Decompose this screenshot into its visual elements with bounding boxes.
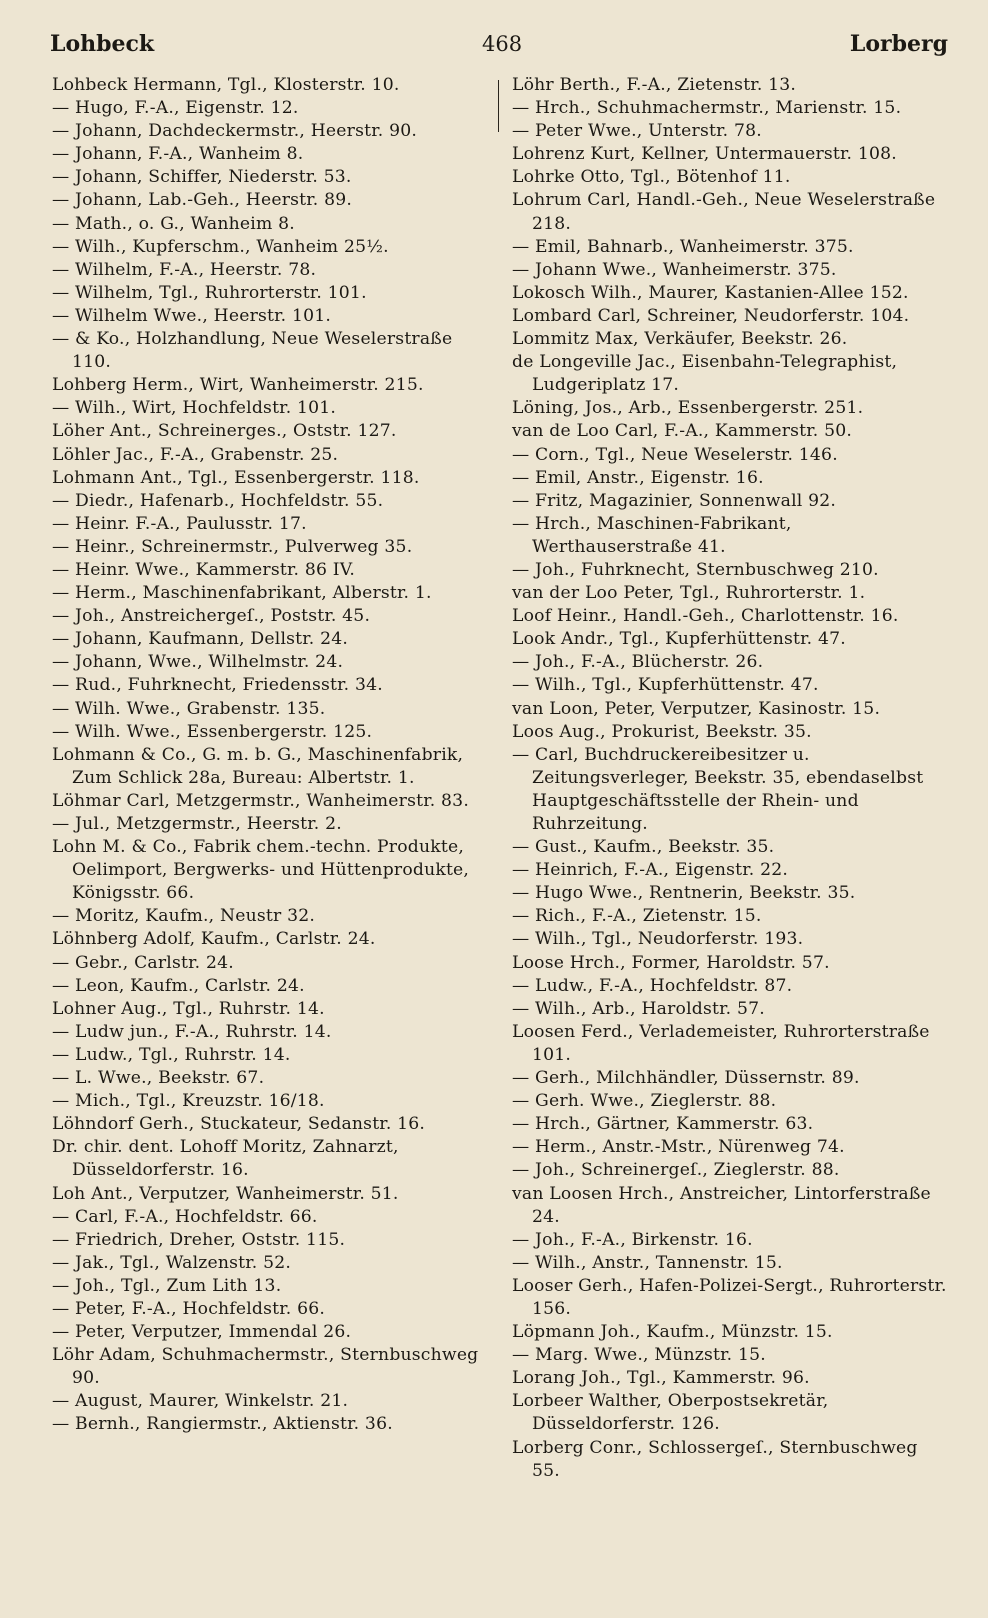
directory-entry: — Gust., Kaufm., Beekstr. 35. [512,837,775,858]
directory-entry: — Wilh., Tgl., Neudorferstr. 193. [512,929,804,950]
directory-entry: — Johann, Dachdeckermstr., Heerstr. 90. [52,121,418,142]
directory-entry: — Heinr., Schreinermstr., Pulverweg 35. [52,536,413,557]
directory-entry: Löhr Berth., F.-A., Zietenstr. 13. [512,75,797,95]
directory-entry: Löhler Jac., F.-A., Grabenstr. 25. [52,444,339,465]
directory-entry: — Wilh., Arb., Haroldstr. 57. [512,998,765,1019]
directory-entry: Lohrum Carl, Handl.-Geh., Neue Weselerstraße 218. [512,190,936,234]
directory-entry: — August, Maurer, Winkelstr. 21. [52,1391,349,1412]
directory-entry: — Wilh., Tgl., Kupferhüttenstr. 47. [512,675,819,696]
directory-entry: Lohn M. & Co., Fabrik chem.-techn. Produkte, Oelimport, Bergwerks- und Hüttenprodukte, Königsstr. 66. [52,837,470,904]
directory-entry: Look Andr., Tgl., Kupferhüttenstr. 47. [512,629,846,650]
directory-entry: Lohbeck Hermann, Tgl., Klosterstr. 10. [52,75,400,95]
directory-entry: Lohner Aug., Tgl., Ruhrstr. 14. [52,998,325,1019]
directory-entry: Loh Ant., Verputzer, Wanheimerstr. 51. [52,1183,399,1204]
directory-entry: — Mich., Tgl., Kreuzstr. 16/18. [52,1091,325,1112]
directory-entry: Loose Hrch., Former, Haroldstr. 57. [512,952,830,973]
page-header [50,26,948,62]
right-column [512,74,948,1483]
directory-entry: — Wilh., Wirt, Hochfeldstr. 101. [52,398,337,419]
directory-entry: Loosen Ferd., Verlademeister, Ruhrorterstraße 101. [512,1021,930,1065]
directory-entry: van der Loo Peter, Tgl., Ruhrorterstr. 1. [512,583,866,604]
directory-entry: — Joh., F.-A., Blücherstr. 26. [512,652,764,673]
directory-entry: — Corn., Tgl., Neue Weselerstr. 146. [512,444,838,465]
directory-entry: — Joh., Tgl., Zum Lith 13. [52,1275,282,1296]
directory-entry: — Herm., Maschinenfabrikant, Alberstr. 1. [52,583,432,604]
directory-entry: — Rud., Fuhrknecht, Friedensstr. 34. [52,675,383,696]
directory-entry: Loos Aug., Prokurist, Beekstr. 35. [512,721,812,742]
directory-entry: — Johann Wwe., Wanheimerstr. 375. [512,259,837,280]
directory-entry: — Heinrich, F.-A., Eigenstr. 22. [512,860,789,881]
directory-entry: — Hugo, F.-A., Eigenstr. 12. [52,98,299,119]
directory-entry: Lorang Joh., Tgl., Kammerstr. 96. [512,1368,810,1389]
directory-entry: — Leon, Kaufm., Carlstr. 24. [52,975,305,996]
directory-entry: — Marg. Wwe., Münzstr. 15. [512,1345,766,1366]
directory-entry: — Johann, Kaufmann, Dellstr. 24. [52,629,349,650]
directory-entry: — Heinr. F.-A., Paulusstr. 17. [52,513,307,534]
directory-entry: — Hugo Wwe., Rentnerin, Beekstr. 35. [512,883,856,904]
directory-entry: — Jul., Metzgermstr., Heerstr. 2. [52,814,342,834]
directory-entry: — Johann, Lab.-Geh., Heerstr. 89. [52,190,353,211]
directory-entry: — Joh., Fuhrknecht, Sternbuschweg 210. [512,559,879,580]
directory-entry: — Jak., Tgl., Walzenstr. 52. [52,1252,292,1273]
directory-entry: — Hrch., Gärtner, Kammerstr. 63. [512,1114,814,1135]
directory-entry: — Hrch., Maschinen-Fabrikant, Werthauserstraße 41. [512,513,792,557]
directory-entry: — Carl, F.-A., Hochfeldstr. 66. [52,1206,318,1227]
directory-entry: Lorberg Conr., Schlossergeſ., Sternbuschweg 55. [512,1437,918,1481]
directory-entry: — Johann, F.-A., Wanheim 8. [52,144,304,165]
directory-entry: — Wilhelm Wwe., Heerstr. 101. [52,305,332,326]
directory-entry: — Ludw., F.-A., Hochfeldstr. 87. [512,975,793,996]
running-head-right: Lorberg [849,31,948,57]
directory-entry: Lombard Carl, Schreiner, Neudorferstr. 104. [512,305,910,326]
directory-entry: — Herm., Anstr.-Mstr., Nürenweg 74. [512,1137,845,1158]
directory-entry: Lorbeer Walther, Oberpostsekretär, Düsseldorferstr. 126. [512,1391,829,1435]
directory-entry: — Peter, F.-A., Hochfeldstr. 66. [52,1298,326,1319]
directory-entry: Dr. chir. dent. Lohoff Moritz, Zahnarzt, Düsseldorferstr. 16. [52,1137,399,1181]
directory-entry: Lohmann & Co., G. m. b. G., Maschinenfabrik, Zum Schlick 28a, Bureau: Albertstr. 1. [52,744,464,788]
directory-entry: — Gebr., Carlstr. 24. [52,952,234,973]
directory-entry: — L. Wwe., Beekstr. 67. [52,1068,265,1089]
directory-entry: de Longeville Jac., Eisenbahn-Telegraphist, Ludgeriplatz 17. [512,352,898,396]
directory-entry: — Fritz, Magazinier, Sonnenwall 92. [512,490,837,511]
running-head-left: Lohbeck [50,31,155,57]
directory-entry: Löher Ant., Schreinerges., Oststr. 127. [52,421,397,442]
directory-entry: — & Ko., Holzhandlung, Neue Weselerstraße 110. [52,329,453,373]
directory-entry: Löhmar Carl, Metzgermstr., Wanheimerstr. 83. [52,790,469,811]
directory-entry: — Joh., F.-A., Birkenstr. 16. [512,1229,753,1250]
directory-entry: — Diedr., Hafenarb., Hochfeldstr. 55. [52,490,384,511]
directory-entry: — Johann, Wwe., Wilhelmstr. 24. [52,652,344,673]
directory-entry: Löpmann Joh., Kaufm., Münzstr. 15. [512,1322,833,1343]
directory-entry: — Emil, Anstr., Eigenstr. 16. [512,467,764,488]
left-column [52,74,484,1437]
directory-entry: Lohmann Ant., Tgl., Essenbergerstr. 118. [52,467,420,488]
directory-entry: Lokosch Wilh., Maurer, Kastanien-Allee 152. [512,282,909,303]
directory-entry: — Wilh., Anstr., Tannenstr. 15. [512,1252,783,1273]
directory-entry: Löhndorf Gerh., Stuckateur, Sedanstr. 16. [52,1114,426,1135]
directory-entry: — Math., o. G., Wanheim 8. [52,213,295,234]
directory-entry: — Joh., Anstreichergeſ., Poststr. 45. [52,606,371,627]
directory-entry: — Wilhelm, F.-A., Heerstr. 78. [52,259,317,280]
directory-entry: van Loon, Peter, Verputzer, Kasinostr. 15. [512,698,881,719]
page-number: 468 [481,32,523,56]
directory-entry: Looser Gerh., Hafen-Polizei-Sergt., Ruhrorterstr. 156. [512,1275,947,1319]
directory-entry: — Peter Wwe., Unterstr. 78. [512,121,762,142]
column-divider [498,80,499,132]
directory-entry: Löhr Adam, Schuhmachermstr., Sternbuschweg 90. [52,1345,479,1389]
directory-entry: Lohberg Herm., Wirt, Wanheimerstr. 215. [52,375,424,396]
directory-entry: Löhnberg Adolf, Kaufm., Carlstr. 24. [52,929,376,950]
directory-entry: — Wilhelm, Tgl., Ruhrorterstr. 101. [52,282,367,303]
directory-entry: van de Loo Carl, F.-A., Kammerstr. 50. [512,421,853,442]
directory-entry: — Ludw jun., F.-A., Ruhrstr. 14. [52,1021,332,1042]
directory-entry: — Carl, Buchdruckereibesitzer u. Zeitungsverleger, Beekstr. 35, ebendaselbst Hauptgeschäftsstelle der Rhein- und Ruhrzeitung. [512,744,924,834]
directory-entry: — Ludw., Tgl., Ruhrstr. 14. [52,1044,291,1065]
directory-entry: — Wilh., Kupferschm., Wanheim 25½. [52,236,389,257]
directory-entry: — Joh., Schreinergeſ., Zieglerstr. 88. [512,1160,840,1181]
directory-entry: Loof Heinr., Handl.-Geh., Charlottenstr. 16. [512,606,899,627]
directory-entry: — Friedrich, Dreher, Oststr. 115. [52,1229,346,1250]
directory-entry: — Bernh., Rangiermstr., Aktienstr. 36. [52,1414,393,1435]
directory-entry: Lohrke Otto, Tgl., Bötenhof 11. [512,167,791,188]
directory-entry: van Loosen Hrch., Anstreicher, Lintorferstraße 24. [512,1183,931,1227]
directory-entry: — Johann, Schiffer, Niederstr. 53. [52,167,352,188]
directory-entry: — Emil, Bahnarb., Wanheimerstr. 375. [512,236,854,257]
directory-entry: Lohrenz Kurt, Kellner, Untermauerstr. 108. [512,144,897,165]
directory-entry: — Moritz, Kaufm., Neustr 32. [52,906,316,927]
directory-entry: — Peter, Verputzer, Immendal 26. [52,1322,352,1343]
directory-entry: — Wilh. Wwe., Grabenstr. 135. [52,698,326,719]
directory-entry: Löning, Jos., Arb., Essenbergerstr. 251. [512,398,864,419]
directory-entry: — Rich., F.-A., Zietenstr. 15. [512,906,762,927]
directory-entry: Lommitz Max, Verkäufer, Beekstr. 26. [512,329,848,350]
directory-entry: — Hrch., Schuhmachermstr., Marienstr. 15. [512,98,902,119]
directory-entry: — Gerh., Milchhändler, Düssernstr. 89. [512,1068,860,1089]
directory-entry: — Gerh. Wwe., Zieglerstr. 88. [512,1091,777,1112]
directory-entry: — Heinr. Wwe., Kammerstr. 86 IV. [52,559,356,580]
directory-entry: — Wilh. Wwe., Essenbergerstr. 125. [52,721,373,742]
